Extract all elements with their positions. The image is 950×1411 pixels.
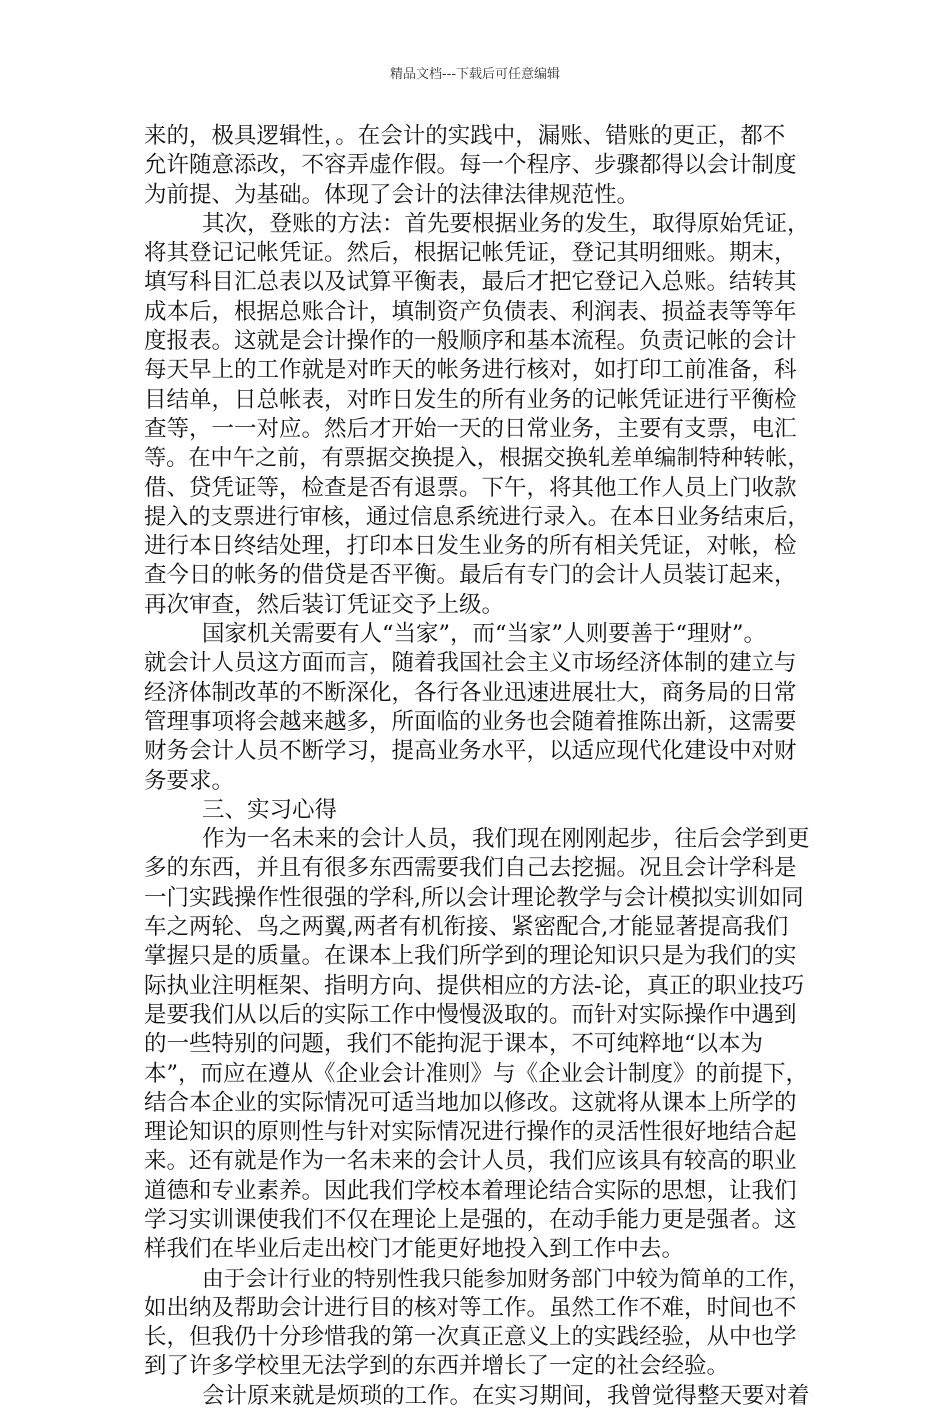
text-line: 掌握只是的质量。在课本上我们所学到的理论知识只是为我们的实: [144, 943, 797, 970]
text-line: 查今日的帐务的借贷是否平衡。最后有专门的会计人员装订起来，: [144, 562, 797, 589]
text-line: 到了许多学校里无法学到的东西并增长了一定的社会经验。: [144, 1353, 730, 1380]
text-line: 经济体制改革的不断深化，各行各业迅速进展壮大，商务局的日常: [144, 679, 797, 706]
text-line: 长，但我仍十分珍惜我的第一次真正意义上的实践经验，从中也学: [144, 1324, 797, 1351]
text-line: 管理事项将会越来越多，所面临的业务也会随着推陈出新，这需要: [144, 708, 797, 735]
text-line: 将其登记记帐凭证。然后，根据记帐凭证，登记其明细账。期末，: [144, 240, 797, 267]
text-line: 度报表。这就是会计操作的一般顺序和基本流程。负责记帐的会计: [144, 328, 797, 355]
text-line: 理论知识的原则性与针对实际情况进行操作的灵活性很好地结合起: [144, 1119, 797, 1146]
text-line: 每天早上的工作就是对昨天的帐务进行核对，如打印工前准备，科: [144, 357, 797, 384]
text-line: 车之两轮、鸟之两翼,两者有机衔接、紧密配合,才能显著提高我们: [144, 914, 789, 941]
text-line: 务要求。: [144, 767, 235, 794]
page-header: 精品文档---下载后可任意编辑: [389, 67, 561, 82]
text-line: 进行本日终结处理，打印本日发生业务的所有相关凭证，对帐，检: [144, 533, 797, 560]
text-line: 学习实训课使我们不仅在理论上是强的，在动手能力更是强者。这: [144, 1206, 797, 1233]
text-line: 作为一名未来的会计人员，我们现在刚刚起步，往后会学到更: [202, 826, 810, 853]
text-line: 道德和专业素养。因此我们学校本着理论结合实际的思想，让我们: [144, 1177, 797, 1204]
text-line: 允许随意添改，不容弄虚作假。每一个程序、步骤都得以会计制度: [144, 152, 797, 179]
text-line: 来的，极具逻辑性，。在会计的实践中，漏账、错账的更正，都不: [144, 123, 786, 149]
text-line: 本”，而应在遵从《企业会计准则》与《企业会计制度》的前提下，: [144, 1060, 809, 1087]
text-line: 三、实习心得: [202, 796, 338, 823]
text-line: 由于会计行业的特别性我只能参加财务部门中较为简单的工作，: [202, 1266, 810, 1292]
text-line: 是要我们从以后的实际工作中慢慢汲取的。而针对实际操作中遇到: [144, 1001, 797, 1028]
text-line: 查等，一一对应。然后才开始一天的日常业务，主要有支票，电汇: [144, 415, 797, 442]
text-line: 如出纳及帮助会计进行目的核对等工作。虽然工作不难，时间也不: [144, 1294, 797, 1321]
text-line: 来。还有就是作为一名未来的会计人员，我们应该具有较高的职业: [144, 1148, 797, 1175]
text-line: 目结单，日总帐表，对昨日发生的所有业务的记帐凭证进行平衡检: [144, 386, 797, 413]
text-line: 财务会计人员不断学习，提高业务水平，以适应现代化建设中对财: [144, 738, 797, 765]
text-line: 为前提、为基础。体现了会计的法律法律规范性。: [144, 181, 640, 208]
text-line: 成本后，根据总账合计，填制资产负债表、利润表、损益表等等年: [144, 298, 797, 325]
text-line: 多的东西，并且有很多东西需要我们自己去挖掘。况且会计学科是: [144, 855, 797, 882]
document-body: [144, 122, 810, 1411]
text-line: 提入的支票进行审核，通过信息系统进行录入。在本日业务结束后，: [144, 503, 810, 530]
text-line: 填写科目汇总表以及试算平衡表，最后才把它登记入总账。结转其: [144, 269, 797, 296]
text-line: 等。在中午之前，有票据交换提入，根据交换轧差单编制特种转帐，: [144, 445, 810, 472]
text-line: 际执业注明框架、指明方向、提供相应的方法-论，真正的职业技巧: [144, 972, 805, 999]
text-line: 结合本企业的实际情况可适当地加以修改。这就将从课本上所学的: [144, 1089, 797, 1116]
text-line: 一门实践操作性很强的学科,所以会计理论教学与会计模拟实训如同: [144, 884, 804, 911]
text-line: 会计原来就是烦琐的工作。在实习期间，我曾觉得整天要对着: [202, 1382, 810, 1409]
text-line: 就会计人员这方面而言，随着我国社会主义市场经济体制的建立与: [144, 650, 797, 677]
text-line: 样我们在毕业后走出校门才能更好地投入到工作中去。: [144, 1236, 685, 1263]
text-line: 借、贷凭证等，检查是否有退票。下午，将其他工作人员上门收款: [144, 474, 797, 501]
text-line: 的一些特别的问题，我们不能拘泥于课本，不可纯粹地“以本为: [144, 1031, 764, 1058]
text-line: 其次，登账的方法：首先要根据业务的发生，取得原始凭证，: [202, 210, 810, 237]
text-line: 再次审查，然后装订凭证交予上级。: [144, 591, 505, 618]
text-line: 国家机关需要有人“当家”，而“当家”人则要善于“理财”。: [202, 621, 767, 648]
